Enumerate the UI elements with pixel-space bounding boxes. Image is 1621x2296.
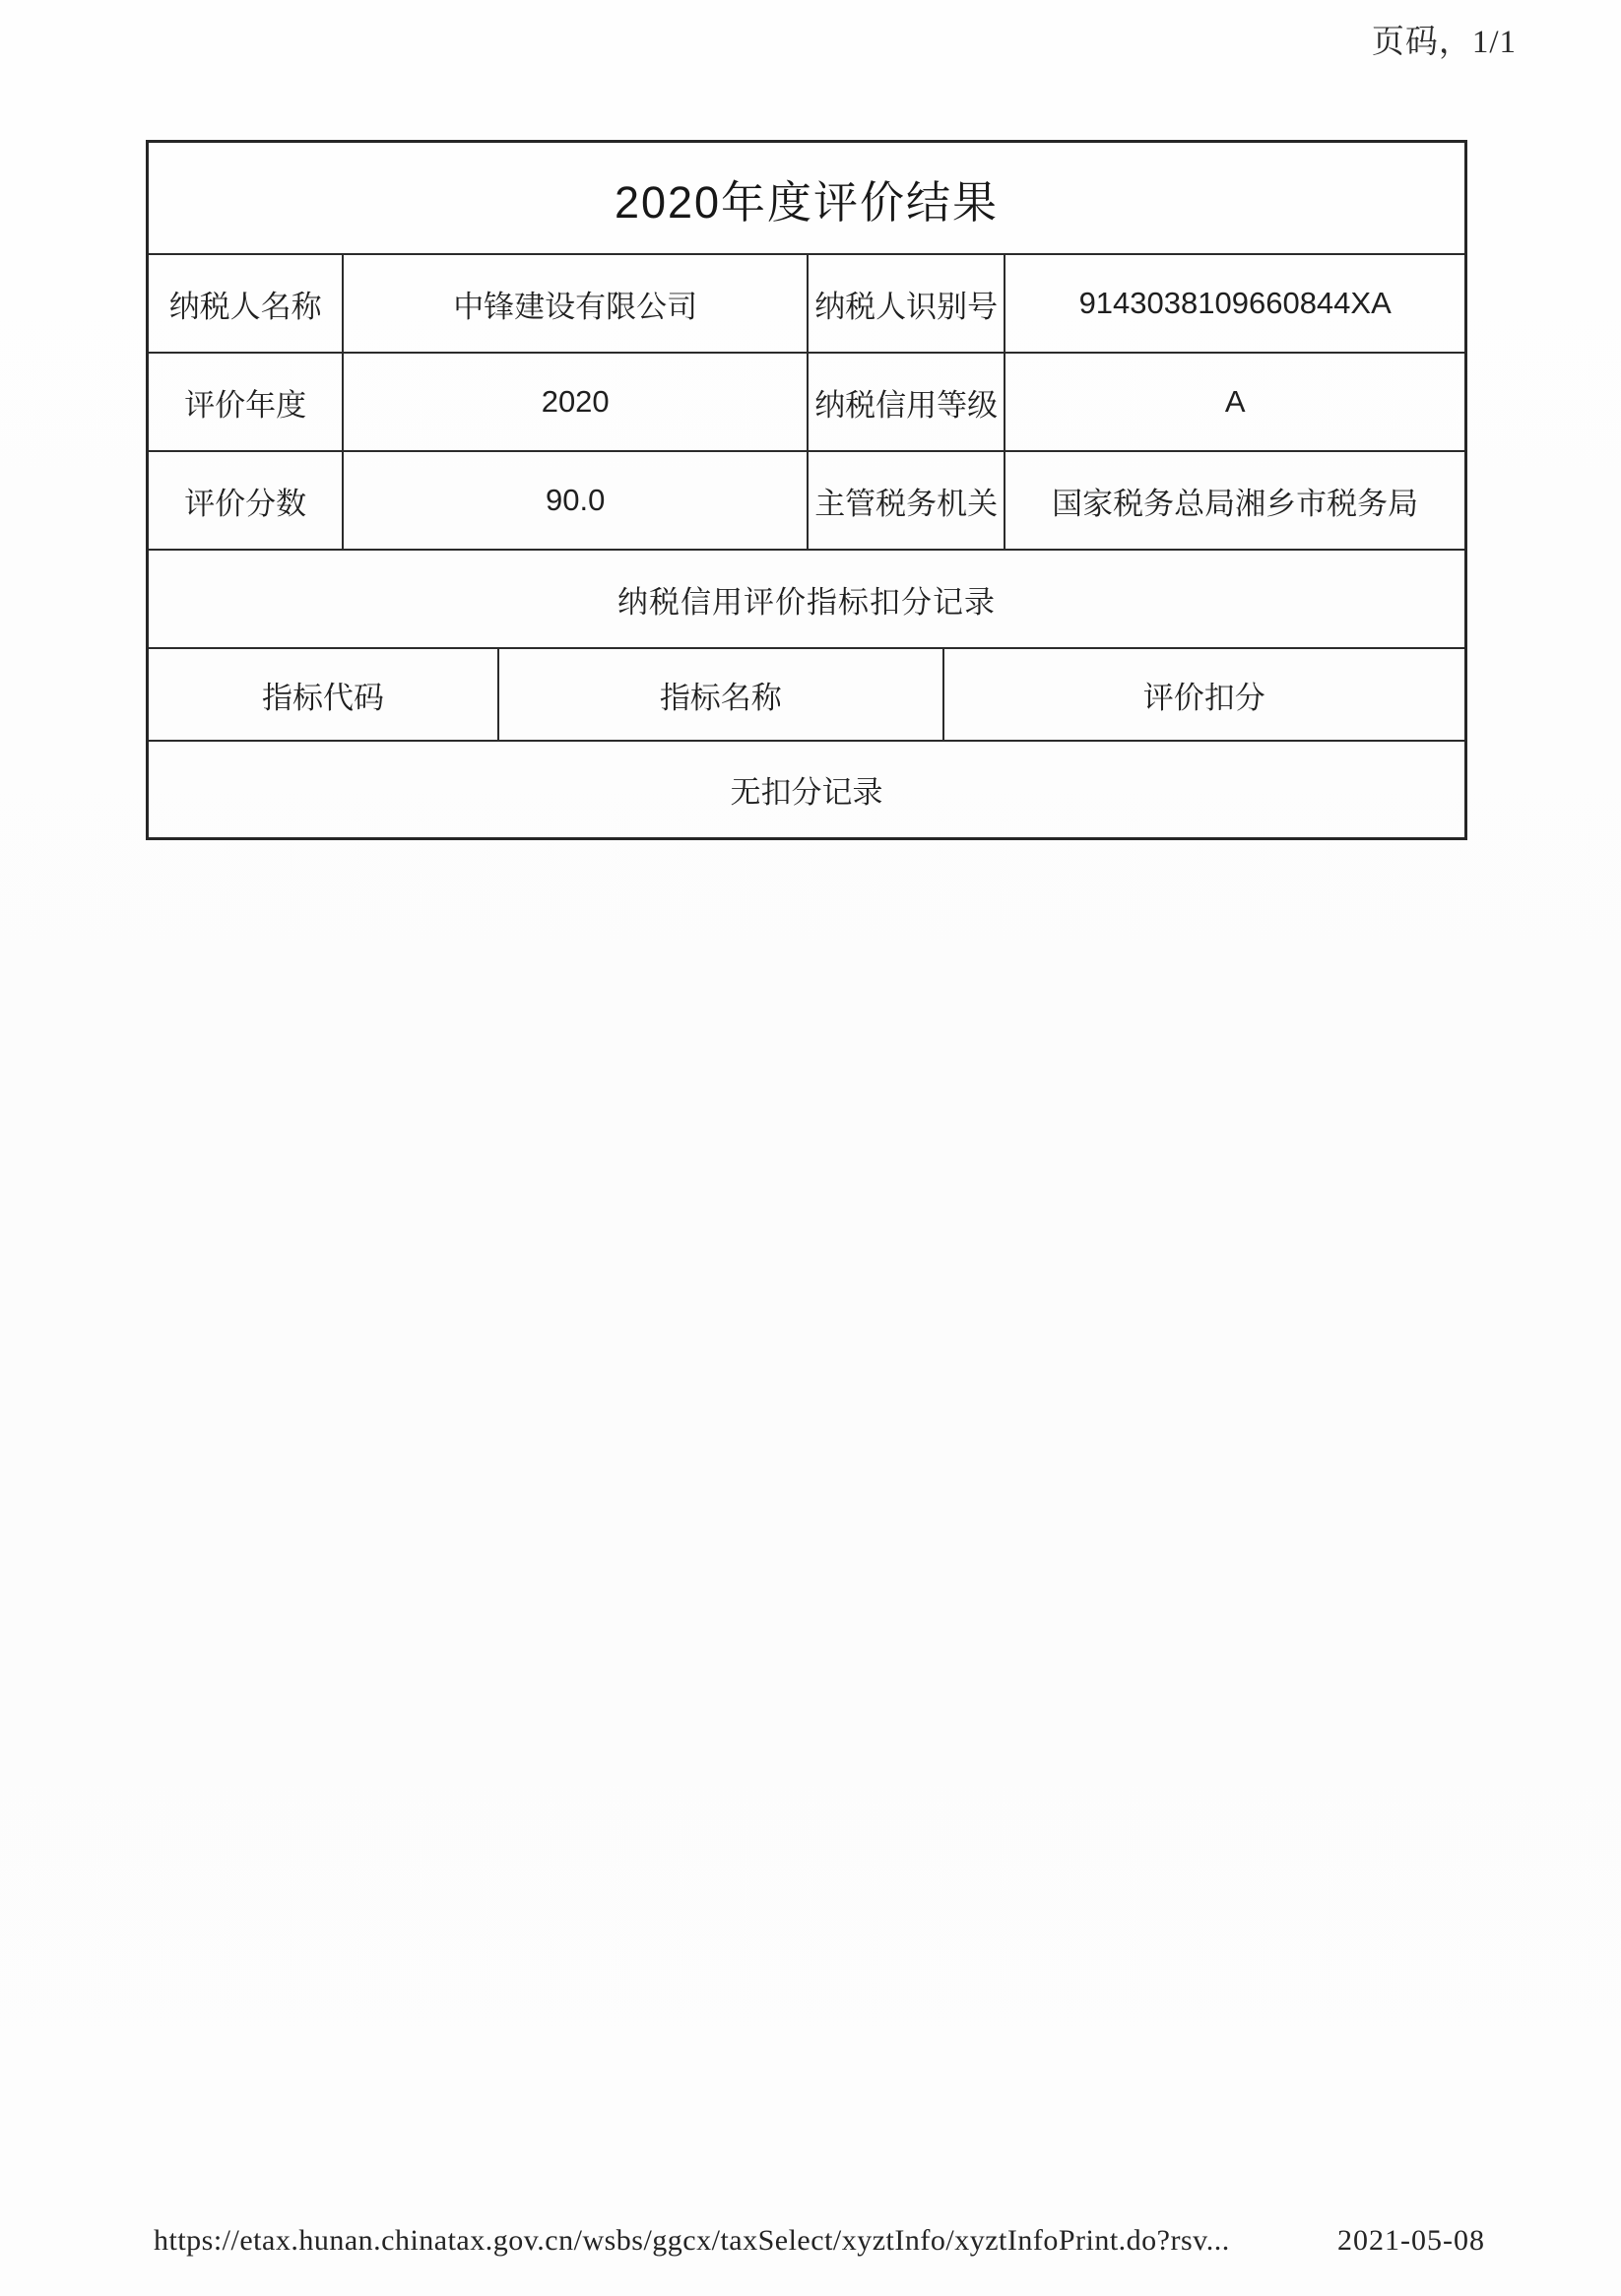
- evaluation-score-value: 90.0: [342, 452, 807, 549]
- credit-rating-value: A: [1004, 354, 1464, 450]
- deduction-section-title: 纳税信用评价指标扣分记录: [617, 584, 996, 620]
- table-title-row: [149, 143, 1464, 253]
- taxpayer-id-label: 纳税人识别号: [807, 255, 1004, 352]
- taxpayer-name-label: 纳税人名称: [168, 289, 322, 324]
- footer-url: https://etax.hunan.chinatax.gov.cn/wsbs/ggcx/taxSelect/xyztInfo/xyztInfoPrint.do?rsv...: [154, 2224, 1230, 2257]
- credit-rating-label: 纳税信用等级: [807, 354, 1004, 450]
- table-title: 2020年度评价结果: [614, 176, 1000, 228]
- tax-authority-label: 主管税务机关: [807, 452, 1004, 549]
- evaluation-result-table: [146, 140, 1467, 840]
- deduction-column-header-row: [149, 647, 1464, 740]
- tax-authority-value: 国家税务总局湘乡市税务局: [1004, 452, 1464, 549]
- table-row-year-rating: [149, 352, 1464, 450]
- taxpayer-id-value: 9143038109660844XA: [1004, 255, 1464, 352]
- column-header-deduction: 评价扣分: [942, 649, 1464, 740]
- column-header-indicator-name: 指标名称: [497, 649, 942, 740]
- evaluation-year-label: 评价年度: [184, 387, 307, 423]
- table-row-score-authority: [149, 450, 1464, 549]
- evaluation-score-label: 评价分数: [184, 486, 307, 521]
- page-number: 页码，1/1: [1371, 25, 1517, 60]
- taxpayer-name-value: 中锋建设有限公司: [342, 255, 807, 352]
- no-deduction-record-message: 无扣分记录: [730, 775, 883, 810]
- column-header-indicator-code: 指标代码: [262, 680, 385, 715]
- no-deduction-record-row: [149, 740, 1464, 837]
- evaluation-year-value: 2020: [342, 354, 807, 450]
- footer-date: 2021-05-08: [1337, 2224, 1485, 2257]
- deduction-section-header-row: [149, 549, 1464, 647]
- print-footer: [154, 2224, 1485, 2258]
- table-row-taxpayer: [149, 253, 1464, 352]
